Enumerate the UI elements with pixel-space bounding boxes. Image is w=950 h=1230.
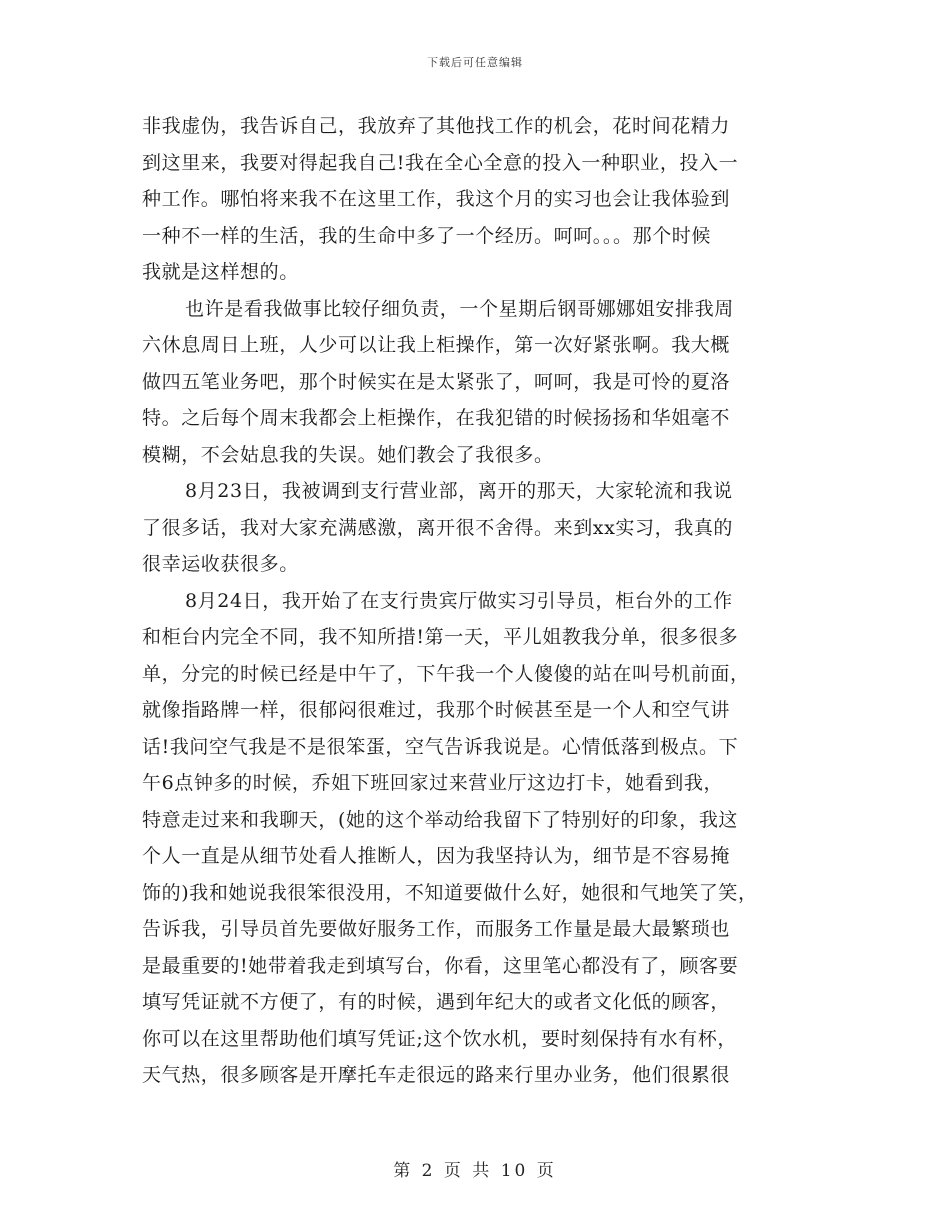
- text-line: 非我虚伪，我告诉自己，我放弃了其他找工作的机会，花时间花精力: [142, 115, 731, 137]
- document-body: [142, 108, 818, 1094]
- text-line: 午6点钟多的时候，乔姐下班回家过来营业厅这边打卡，她看到我，: [142, 772, 724, 794]
- text-line: 你可以在这里帮助他们填写凭证;这个饮水机，要时刻保持有水有杯，: [142, 1027, 738, 1050]
- text-line: 单，分完的时候已经是中午了，下午我一个人傻傻的站在叫号机前面，: [142, 662, 750, 685]
- text-line: 到这里来，我要对得起我自己!我在全心全意的投入一种职业，投入一: [142, 151, 739, 174]
- text-line: 和柜台内完全不同，我不知所措!第一天，平儿姐教我分单，很多很多: [142, 626, 739, 648]
- text-line: 特。之后每个周末我都会上柜操作，在我犯错的时候扬扬和华姐毫不: [142, 407, 731, 429]
- text-line: 话!我问空气我是不是很笨蛋，空气告诉我说是。心情低落到极点。下: [142, 735, 739, 758]
- paragraph-first-line: 8月23日，我被调到支行营业部，离开的那天，大家轮流和我说: [185, 480, 733, 502]
- text-line: 六休息周日上班，人少可以让我上柜操作，第一次好紧张啊。我大概: [142, 334, 731, 356]
- text-line: 饰的)我和她说我很笨很没用，不知道要做什么好，她很和气地笑了笑，: [142, 881, 758, 904]
- paragraph-first-line: 也许是看我做事比较仔细负责，一个星期后钢哥娜娜姐安排我周: [185, 297, 734, 320]
- text-line: 模糊，不会姑息我的失误。她们教会了我很多。: [142, 443, 554, 466]
- text-line: 做四五笔业务吧，那个时候实在是太紧张了，呵呵，我是可怜的夏洛: [142, 370, 731, 393]
- page-header: 下载后可任意编辑: [427, 56, 523, 69]
- text-line: 填写凭证就不方便了，有的时候，遇到年纪大的或者文化低的顾客，: [142, 991, 731, 1013]
- paragraph-first-line: 8月24日，我开始了在支行贵宾厅做实习引导员，柜台外的工作: [185, 589, 733, 612]
- text-line: 天气热，很多顾客是开摩托车走很远的路来行里办业务，他们很累很: [142, 1064, 731, 1086]
- text-line: 我就是这样想的。: [142, 261, 299, 283]
- text-line: 很幸运收获很多。: [142, 553, 299, 575]
- text-line: 种工作。哪怕将来我不在这里工作，我这个月的实习也会让我体验到: [142, 188, 731, 210]
- text-line: 个人一直是从细节处看人推断人，因为我坚持认为，细节是不容易掩: [142, 845, 731, 867]
- text-line: 告诉我，引导员首先要做好服务工作，而服务工作量是最大最繁琐也: [142, 918, 731, 940]
- text-line: 一种不一样的生活，我的生命中多了一个经历。呵呵。。。那个时候: [142, 224, 712, 247]
- text-line: 是最重要的!她带着我走到填写台，你看，这里笔心都没有了，顾客要: [142, 954, 739, 977]
- text-line: 了很多话，我对大家充满感激，离开很不舍得。来到xx实习，我真的: [142, 516, 734, 539]
- text-line: 就像指路牌一样，很郁闷很难过，我那个时候甚至是一个人和空气讲: [142, 699, 731, 721]
- page-number-footer: 第 2 页 共 10 页: [393, 1161, 557, 1181]
- text-line: 特意走过来和我聊天，(她的这个举动给我留下了特别好的印象，我这: [142, 808, 739, 831]
